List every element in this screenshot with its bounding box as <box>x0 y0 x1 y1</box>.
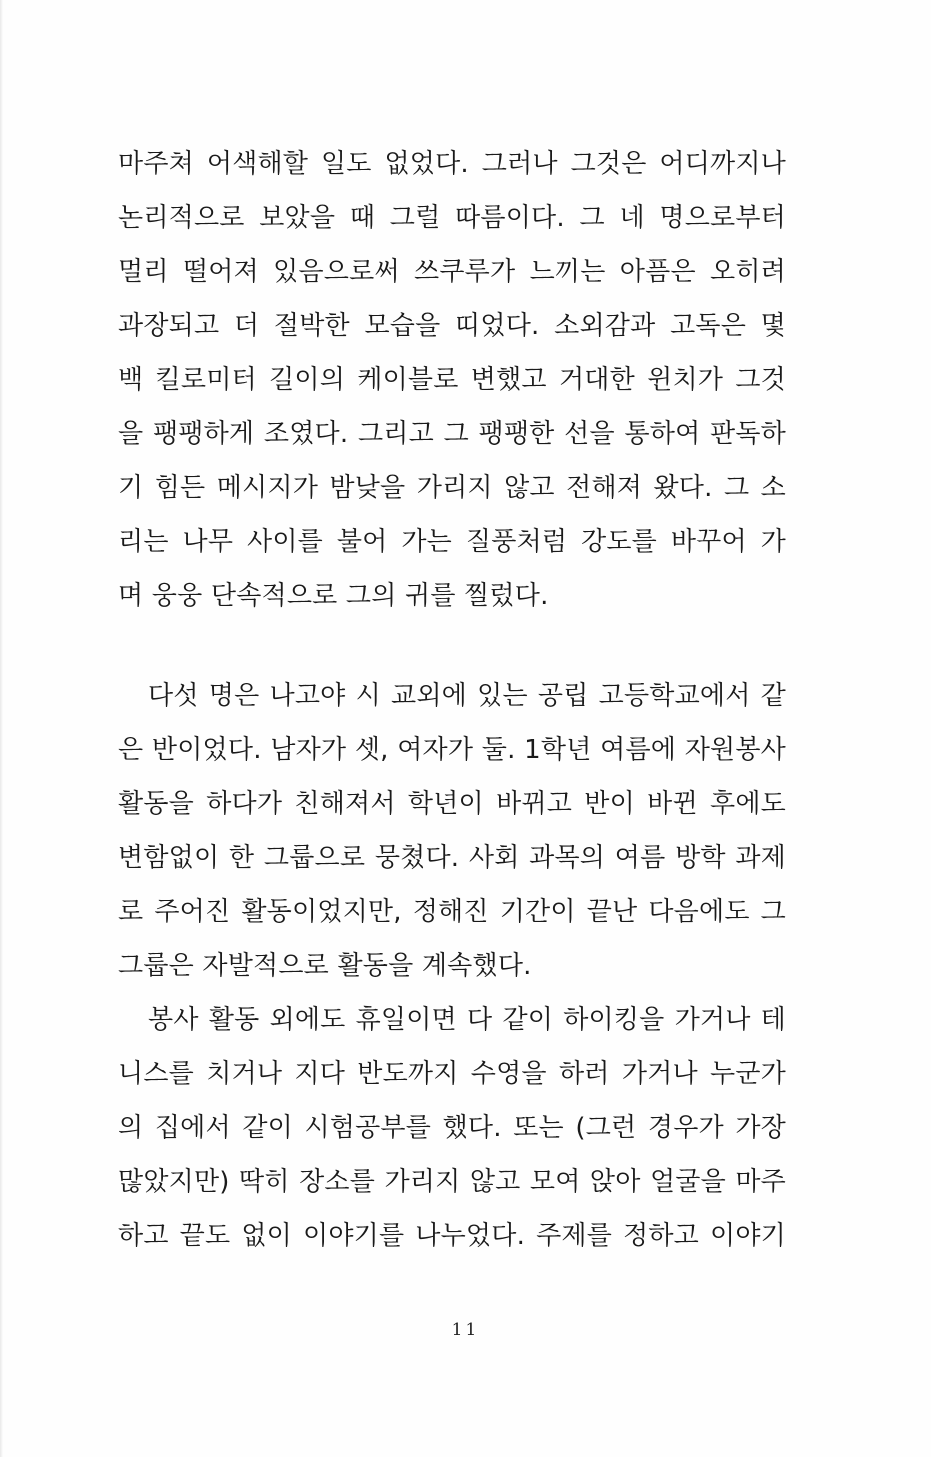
text-line: 마주쳐 어색해할 일도 없었다. 그러나 그것은 어디까지나 <box>118 149 786 179</box>
page-number: 11 <box>451 1320 480 1340</box>
text-line: 리는 나무 사이를 불어 가는 질풍처럼 강도를 바꾸어 가 <box>118 527 786 557</box>
text-line: 기 힘든 메시지가 밤낮을 가리지 않고 전해져 왔다. 그 소 <box>118 473 786 503</box>
text-line: 하고 끝도 없이 이야기를 나누었다. 주제를 정하고 이야기 <box>118 1221 786 1251</box>
text-line: 니스를 치거나 지다 반도까지 수영을 하러 가거나 누군가 <box>118 1059 786 1089</box>
text-line: 봉사 활동 외에도 휴일이면 다 같이 하이킹을 가거나 테 <box>148 1005 786 1035</box>
text-line: 의 집에서 같이 시험공부를 했다. 또는 (그런 경우가 가장 <box>118 1113 786 1143</box>
text-line: 백 킬로미터 길이의 케이블로 변했고 거대한 윈치가 그것 <box>118 365 786 395</box>
text-line: 많았지만) 딱히 장소를 가리지 않고 모여 앉아 얼굴을 마주 <box>118 1167 786 1197</box>
text-line: 멀리 떨어져 있음으로써 쓰쿠루가 느끼는 아픔은 오히려 <box>118 257 786 287</box>
page-edge-shadow <box>0 0 3 1457</box>
text-line: 변함없이 한 그룹으로 뭉쳤다. 사회 과목의 여름 방학 과제 <box>118 843 786 873</box>
text-line: 다섯 명은 나고야 시 교외에 있는 공립 고등학교에서 같 <box>148 681 786 711</box>
text-line: 논리적으로 보았을 때 그럴 따름이다. 그 네 명으로부터 <box>118 203 786 233</box>
text-line: 은 반이었다. 남자가 셋, 여자가 둘. 1학년 여름에 자원봉사 <box>118 735 786 765</box>
text-line: 을 팽팽하게 조였다. 그리고 그 팽팽한 선을 통하여 판독하 <box>118 419 786 449</box>
text-line: 며 웅웅 단속적으로 그의 귀를 찔렀다. <box>118 581 549 611</box>
text-line: 활동을 하다가 친해져서 학년이 바뀌고 반이 바뀐 후에도 <box>118 789 786 819</box>
text-line: 그룹은 자발적으로 활동을 계속했다. <box>118 951 532 981</box>
text-line: 과장되고 더 절박한 모습을 띠었다. 소외감과 고독은 몇 <box>118 311 786 341</box>
text-line: 로 주어진 활동이었지만, 정해진 기간이 끝난 다음에도 그 <box>118 897 786 927</box>
